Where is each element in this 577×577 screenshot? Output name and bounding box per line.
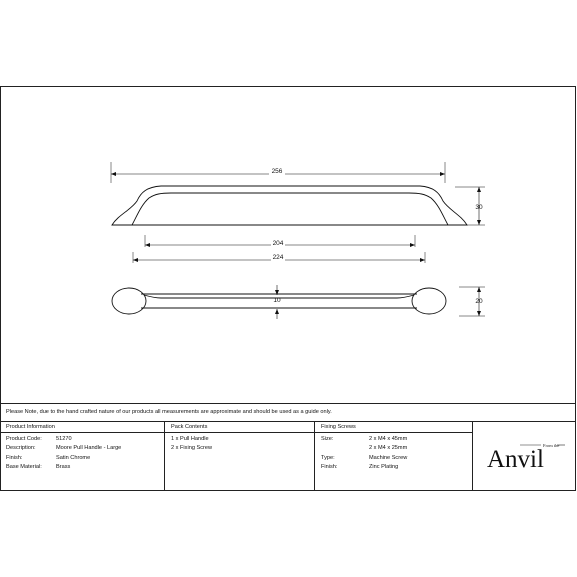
field-value: 2 x M4 x 25mm — [369, 445, 408, 452]
size-row — [315, 435, 472, 444]
product-information-panel — [0, 422, 165, 491]
screw-finish-row — [315, 463, 472, 472]
field-value: Machine Screw — [369, 454, 408, 461]
pack-item: 2 x Fixing Screw — [171, 445, 213, 452]
dim-overall-length: 256 — [271, 168, 283, 175]
technical-drawing — [1, 87, 577, 404]
pack-contents-panel — [165, 422, 315, 491]
logo-brand-text: Anvil — [487, 446, 544, 473]
pack-item: 1 x Pull Handle — [171, 436, 209, 442]
base-material-row — [0, 463, 164, 472]
field-label: Base Material: — [6, 464, 42, 471]
fixing-screws-heading: Fixing Screws — [315, 422, 472, 433]
anvil-logo — [473, 422, 576, 491]
dim-base-width: 20 — [475, 298, 483, 305]
type-row — [315, 454, 472, 463]
pack-contents-heading: Pack Contents — [165, 422, 314, 433]
field-label: Finish: — [321, 464, 338, 471]
dim-fixing-centres: 204 — [272, 240, 284, 247]
dimension-lines — [111, 174, 479, 319]
description-row — [0, 444, 164, 453]
field-label: Size: — [321, 436, 334, 442]
field-value: Satin Chrome — [56, 454, 91, 461]
field-value: Moore Pull Handle - Large — [56, 445, 122, 452]
field-label: Description: — [6, 445, 36, 452]
dim-height: 30 — [475, 204, 483, 211]
fixing-screws-panel — [315, 422, 473, 491]
field-label: Product Code: — [6, 436, 42, 442]
product-information-heading: Product Information — [0, 422, 164, 433]
field-value: 2 x M4 x 45mm — [369, 436, 408, 442]
finish-row — [0, 454, 164, 463]
dim-base-length: 224 — [272, 254, 284, 261]
measurement-note: Please Note, due to the hand crafted nature of our products all measurements are approximate and should be used as a guide only. — [0, 403, 576, 422]
dim-bar-thickness: 10 — [273, 297, 281, 304]
dimension-labels — [269, 167, 483, 305]
field-value: 51270 — [56, 436, 72, 442]
handle-side-view — [112, 186, 467, 225]
logo-small-text: From the — [543, 443, 560, 448]
field-label — [321, 444, 369, 453]
extension-lines — [111, 162, 485, 316]
product-code-row — [0, 435, 164, 444]
field-value: Zinc Plating — [369, 464, 399, 471]
field-label: Type: — [321, 454, 335, 461]
size-row-2 — [315, 444, 472, 453]
field-value: Brass — [56, 464, 71, 471]
field-label: Finish: — [6, 454, 23, 461]
